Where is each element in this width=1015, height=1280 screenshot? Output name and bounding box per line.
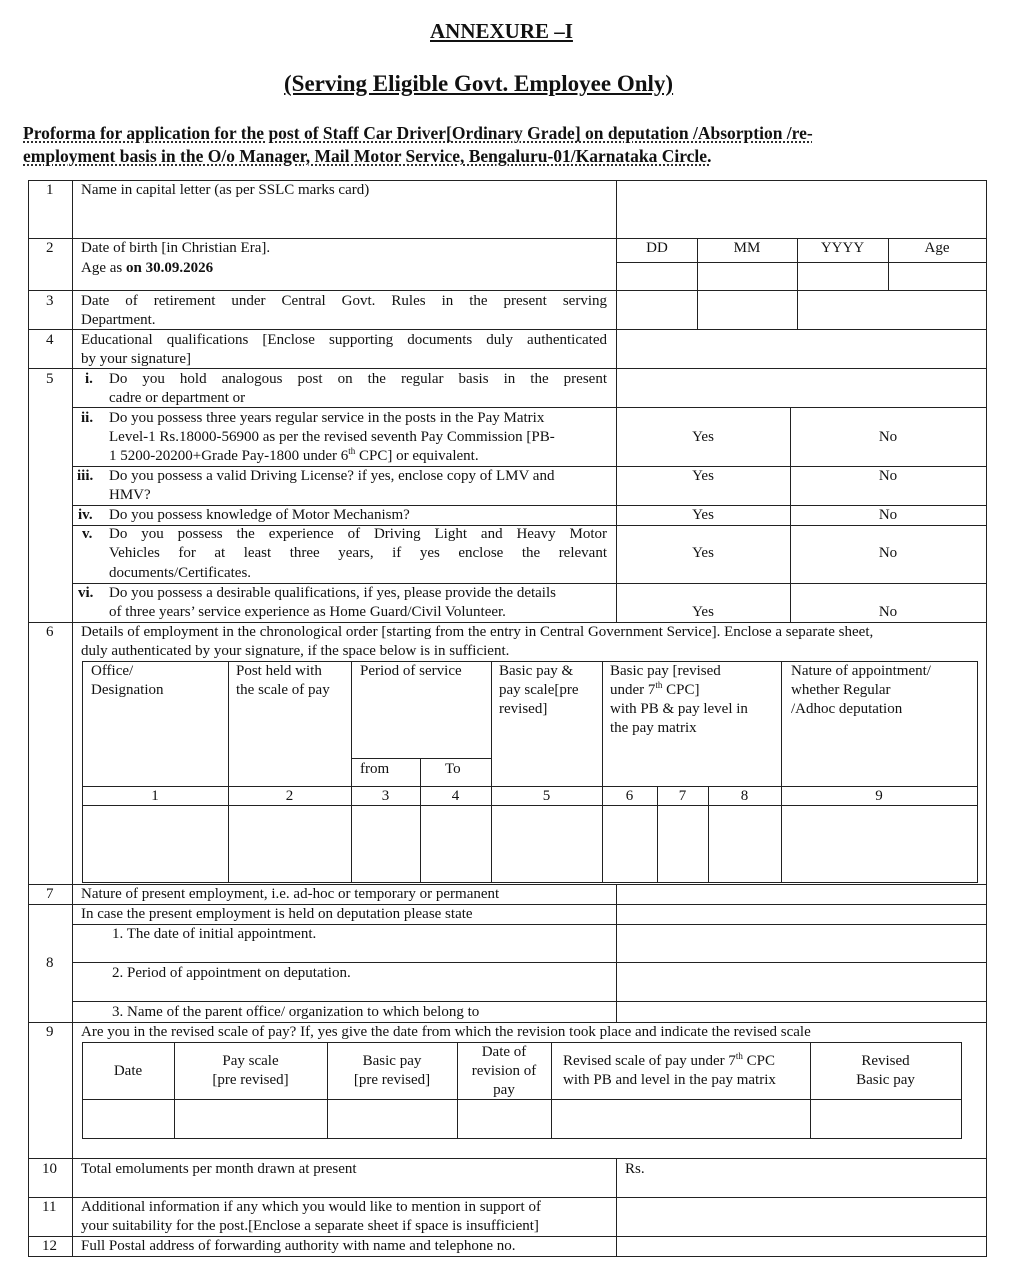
yes-option[interactable]: Yes	[692, 429, 714, 445]
yes-option[interactable]: Yes	[692, 545, 714, 561]
col-basicpay-header: Basic pay	[362, 1053, 422, 1069]
age-header: Age	[924, 240, 950, 256]
retirement-label-line1: Date of retirement under Central Govt. Rules in the present serving	[81, 293, 607, 309]
yes-option[interactable]: Yes	[692, 468, 714, 484]
row-number: 12	[42, 1238, 57, 1254]
no-option[interactable]: No	[878, 604, 898, 620]
row-number: 3	[46, 293, 54, 309]
col-revised-basic-header-line2: Basic pay	[856, 1072, 915, 1088]
col-from-header: from	[360, 761, 390, 777]
parent-office-field[interactable]	[617, 1002, 985, 1021]
row-number: 2	[46, 240, 54, 256]
age-label: Age as on 30.09.2026	[81, 260, 214, 276]
retirement-label-line2: Department.	[81, 312, 156, 328]
col-number: 4	[451, 788, 460, 804]
col-number: 1	[151, 788, 159, 804]
col-revised-scale-header: Revised scale of pay under 7th CPC	[563, 1051, 775, 1069]
col-office-header: Office/	[91, 663, 134, 679]
additional-info-label: Additional information if any which you would like to mention in support of	[81, 1199, 541, 1215]
roman-iii: iii.	[77, 468, 94, 484]
col-to-header: To	[445, 761, 461, 777]
age-field[interactable]	[889, 263, 985, 289]
row-number: 10	[42, 1161, 57, 1177]
serving-subtitle: (Serving Eligible Govt. Employee Only)	[284, 71, 674, 96]
rupees-prefix: Rs.	[625, 1161, 645, 1177]
roman-ii: ii.	[81, 410, 94, 426]
deputation-period-label: 2. Period of appointment on deputation.	[112, 965, 351, 981]
col-nature-header-line3: /Adhoc deputation	[791, 701, 903, 717]
education-label-line1: Educational qualifications [Enclose supporting documents duly authenticated	[81, 332, 607, 348]
q-driving-experience-line2: Vehicles for at least three years, if yes enclose the relevant	[109, 545, 607, 561]
row-number: 6	[46, 624, 54, 640]
row-number: 7	[46, 886, 54, 902]
col-number: 6	[625, 788, 634, 804]
q-analogous-post: Do you hold analogous post on the regular basis in the present	[109, 371, 607, 387]
col-post-header-line2: the scale of pay	[236, 682, 330, 698]
col-number: 3	[381, 788, 390, 804]
q-motor-mechanism: Do you possess knowledge of Motor Mechanism?	[109, 507, 410, 523]
row-number: 11	[42, 1199, 57, 1215]
dob-yyyy-field[interactable]	[798, 263, 887, 289]
revised-scale-entry-row[interactable]	[83, 1100, 960, 1137]
forwarding-authority-field[interactable]	[617, 1237, 985, 1255]
yes-option[interactable]: Yes	[692, 604, 714, 620]
col-revision-date-header-line3: pay	[493, 1082, 515, 1098]
dd-header: DD	[646, 240, 668, 256]
mm-header: MM	[733, 240, 761, 256]
no-option[interactable]: No	[878, 545, 898, 561]
col-number: 5	[542, 788, 551, 804]
col-revision-date-header: Date of	[481, 1044, 527, 1060]
present-employment-label: Nature of present employment, i.e. ad-hoc or temporary or permanent	[81, 886, 500, 902]
row-number: 9	[46, 1024, 54, 1040]
roman-v: v.	[82, 526, 93, 542]
q-driving-license-line2: HMV?	[109, 487, 151, 503]
deputation-intro: In case the present employment is held on deputation please state	[81, 906, 473, 922]
name-field[interactable]	[617, 181, 985, 237]
q-regular-service-line3: 1 5200-20200+Grade Pay-1800 under 6th CPC] or equivalent.	[109, 446, 479, 464]
dob-label: Date of birth [in Christian Era].	[81, 240, 271, 256]
no-option[interactable]: No	[878, 468, 898, 484]
name-label: Name in capital letter (as per SSLC marks card)	[81, 182, 370, 198]
row-number: 1	[46, 182, 54, 198]
col-basic7-header-line4: the pay matrix	[610, 720, 697, 736]
proforma-heading-line1: Proforma for application for the post of Staff Car Driver[Ordinary Grade] on deputation /Absorption /re-	[23, 123, 813, 143]
col-revised-scale-header-line2: with PB and level in the pay matrix	[563, 1072, 776, 1088]
col-period-header: Period of service	[360, 663, 462, 679]
col-basic7-header: Basic pay [revised	[610, 663, 721, 679]
initial-appointment-field[interactable]	[617, 925, 985, 961]
q-desirable-qualification-line2: of three years’ service experience as Home Guard/Civil Volunteer.	[109, 604, 506, 620]
row-number: 8	[46, 955, 54, 971]
roman-iv: iv.	[78, 507, 93, 523]
col-payscale-header: Pay scale	[222, 1053, 279, 1069]
initial-appointment-label: 1. The date of initial appointment.	[112, 926, 317, 942]
no-option[interactable]: No	[878, 429, 898, 445]
col-office-header-line2: Designation	[91, 682, 164, 698]
q-driving-experience: Do you possess the experience of Driving Light and Heavy Motor	[109, 526, 607, 542]
col-basic-header: Basic pay &	[499, 663, 574, 679]
col-nature-header-line2: whether Regular	[791, 682, 891, 698]
emoluments-field[interactable]	[650, 1159, 985, 1196]
q-analogous-post-line2: cadre or department or	[109, 390, 246, 406]
annexure-title: ANNEXURE –I	[430, 19, 573, 43]
col-number: 8	[740, 788, 749, 804]
parent-office-label: 3. Name of the parent office/ organization to which belong to	[112, 1004, 480, 1020]
q-regular-service: Do you possess three years regular service in the posts in the Pay Matrix	[109, 410, 545, 426]
employment-entry-row[interactable]	[83, 806, 976, 881]
present-employment-field[interactable]	[617, 885, 985, 903]
additional-info-label-line2: your suitability for the post.[Enclose a separate sheet if space is insufficient]	[81, 1218, 539, 1234]
education-label-line2: by your signature]	[81, 351, 191, 367]
col-number: 7	[678, 788, 687, 804]
col-basic-header-line3: revised]	[499, 701, 548, 717]
roman-vi: vi.	[78, 585, 94, 601]
additional-info-field[interactable]	[617, 1198, 985, 1235]
yyyy-header: YYYY	[820, 240, 865, 256]
col-number: 2	[285, 788, 294, 804]
q-regular-service-line2: Level-1 Rs.18000-56900 as per the revised seventh Pay Commission [PB-	[109, 429, 555, 445]
col-basic7-header-line3: with PB & pay level in	[610, 701, 748, 717]
deputation-period-field[interactable]	[617, 963, 985, 1000]
employment-details-label: Details of employment in the chronological order [starting from the entry in Central Government Service]. Enclose a separate sheet,	[81, 624, 874, 640]
col-revised-basic-header: Revised	[861, 1053, 910, 1069]
col-basic7-header-line2: under 7th CPC]	[610, 680, 700, 698]
col-basicpay-header-line2: [pre revised]	[353, 1072, 431, 1088]
dob-mm-field[interactable]	[698, 263, 796, 289]
employment-details-label-line2: duly authenticated by your signature, if the space below is in sufficient.	[81, 643, 510, 659]
roman-i: i.	[85, 371, 93, 387]
forwarding-authority-label: Full Postal address of forwarding authority with name and telephone no.	[81, 1238, 516, 1254]
yes-option[interactable]: Yes	[692, 507, 714, 523]
col-date-header: Date	[113, 1063, 143, 1079]
q-desirable-qualification: Do you possess a desirable qualifications, if yes, please provide the details	[109, 585, 556, 601]
proforma-heading-line2: employment basis in the O/o Manager, Mail Motor Service, Bengaluru-01/Karnataka Circle.	[23, 146, 712, 166]
col-number: 9	[875, 788, 883, 804]
row-number: 5	[46, 371, 54, 387]
row-number: 4	[46, 332, 54, 348]
revised-scale-label: Are you in the revised scale of pay? If, yes give the date from which the revision took place and indicate the revised scale	[81, 1024, 811, 1040]
no-option[interactable]: No	[878, 507, 898, 523]
col-revision-date-header-line2: revision of	[471, 1063, 537, 1079]
dob-dd-field[interactable]	[617, 263, 696, 289]
col-nature-header: Nature of appointment/	[791, 663, 931, 679]
emoluments-label: Total emoluments per month drawn at present	[81, 1161, 357, 1177]
col-basic-header-line2: pay scale[pre	[499, 682, 579, 698]
q-driving-license: Do you possess a valid Driving License? if yes, enclose copy of LMV and	[109, 468, 555, 484]
col-post-header: Post held with	[236, 663, 322, 679]
col-payscale-header-line2: [pre revised]	[212, 1072, 289, 1088]
q-driving-experience-line3: documents/Certificates.	[109, 565, 252, 581]
